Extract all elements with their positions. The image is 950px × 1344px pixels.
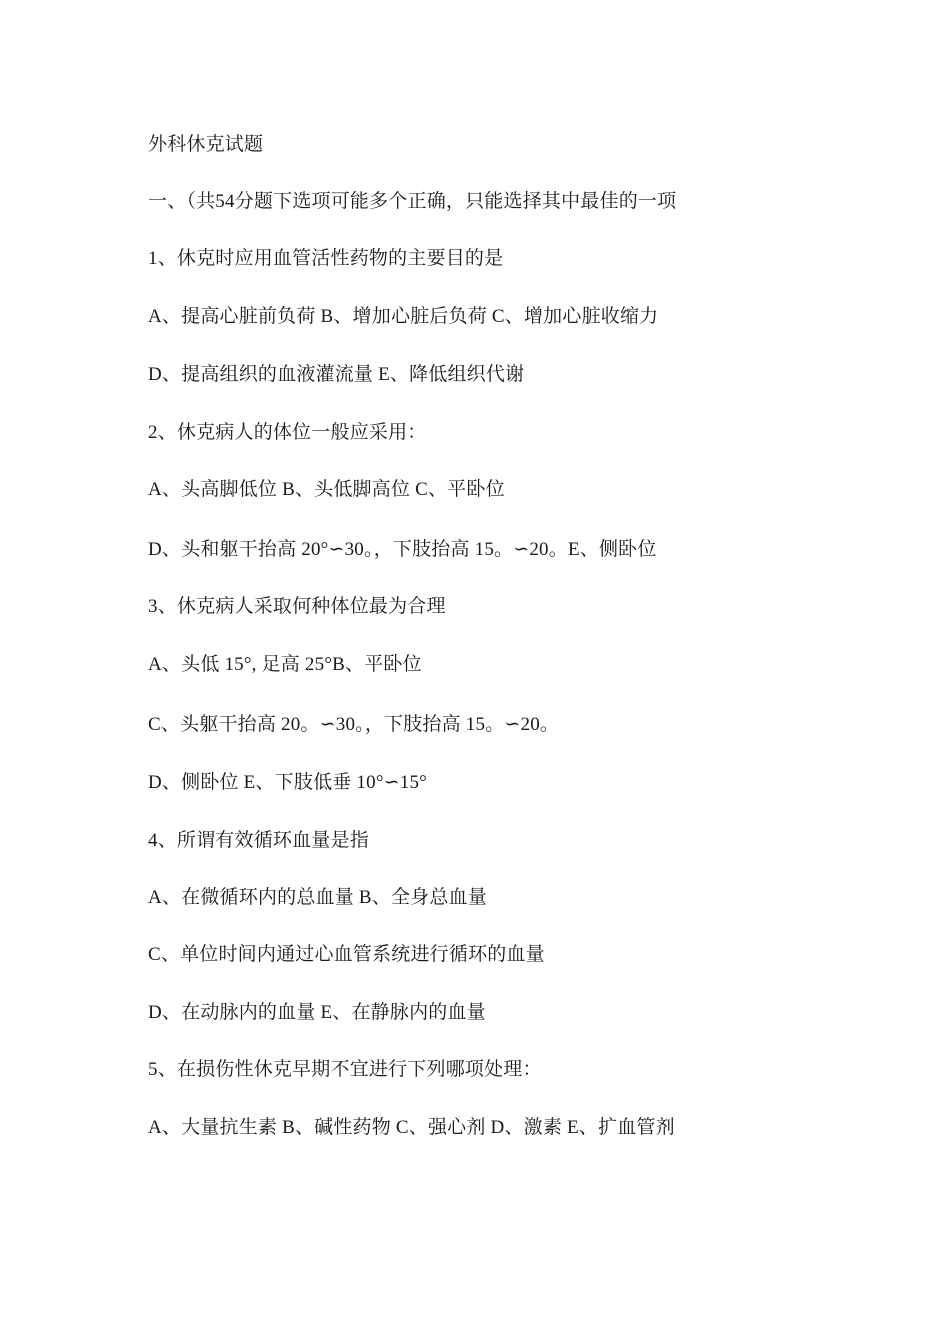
- question-5: 5、在损伤性休克早期不宜进行下列哪项处理：: [148, 1059, 542, 1080]
- question-4-options-c: D、在动脉内的血量 E、在静脉内的血量: [148, 1002, 486, 1023]
- section-header: 一、（共54分题下选项可能多个正确，只能选择其中最佳的一项: [148, 191, 677, 212]
- question-1: 1、休克时应用血管活性药物的主要目的是: [148, 248, 504, 269]
- question-4: 4、所谓有效循环血量是指: [148, 830, 369, 851]
- question-5-options-a: A、大量抗生素 B、碱性药物 C、强心剂 D、激素 E、扩血管剂: [148, 1117, 675, 1138]
- document-title: 外科休克试题: [148, 134, 264, 155]
- question-3-options-b: C、头躯干抬高 20。∽30。，下肢抬高 15。∽20。: [148, 714, 560, 735]
- question-4-options-b: C、单位时间内通过心血管系统进行循环的血量: [148, 944, 545, 965]
- question-2-options-b: D、头和躯干抬高 20°∽30。，下肢抬高 15。∽20。E、侧卧位: [148, 539, 657, 560]
- question-3: 3、休克病人采取何种体位最为合理: [148, 596, 446, 617]
- question-4-options-a: A、在微循环内的总血量 B、全身总血量: [148, 887, 487, 908]
- question-3-options-a: A、头低 15°, 足高 25°B、平卧位: [148, 654, 422, 675]
- question-2-options-a: A、头高脚低位 B、头低脚高位 C、平卧位: [148, 479, 505, 500]
- question-1-options-a: A、提高心脏前负荷 B、增加心脏后负荷 C、增加心脏收缩力: [148, 306, 659, 327]
- question-1-options-b: D、提高组织的血液灌流量 E、降低组织代谢: [148, 364, 525, 385]
- question-3-options-c: D、侧卧位 E、下肢低垂 10°∽15°: [148, 772, 427, 793]
- question-2: 2、休克病人的体位一般应采用：: [148, 422, 427, 443]
